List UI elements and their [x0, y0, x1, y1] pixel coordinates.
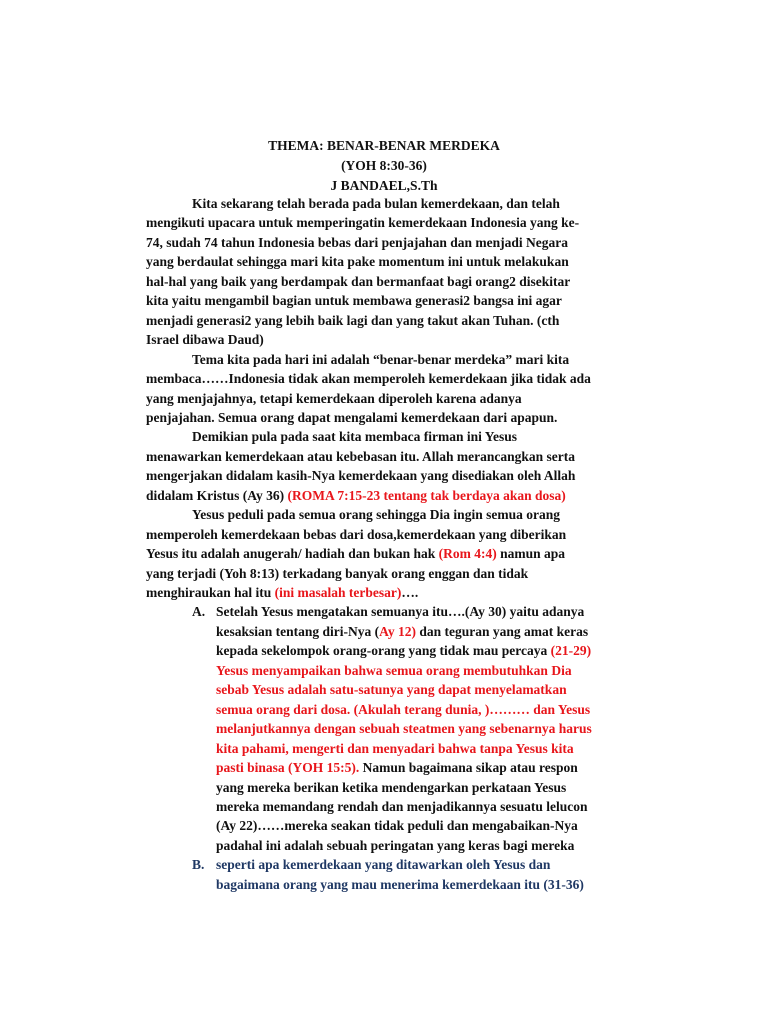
highlighted-text-run: Yesus menyampaikan bahwa semua orang membutuhkan Dia	[216, 663, 572, 678]
list-item-a-line	[216, 641, 591, 661]
text-run: penjajahan. Semua orang dapat mengalami kemerdekaan dari apapun.	[146, 410, 558, 425]
paragraph-1-line	[146, 213, 579, 233]
list-item-a-line	[216, 797, 588, 817]
text-run: 74, sudah 74 tahun Indonesia bebas dari penjajahan dan menjadi Negara	[146, 235, 568, 250]
paragraph-4-line	[146, 564, 528, 584]
list-item-a-line	[216, 680, 567, 700]
paragraph-1-line	[146, 233, 568, 253]
text-run: menjadi generasi2 yang lebih baik lagi dan yang takut akan Tuhan. (cth	[146, 313, 560, 328]
list-item-a-line	[216, 778, 566, 798]
author-name: J BANDAEL,S.Th	[330, 178, 438, 193]
paragraph-2-line	[146, 369, 591, 389]
text-run: kita yaitu mengambil bagian untuk membawa generasi2 bangsa ini agar	[146, 293, 562, 308]
paragraph-1-line	[146, 291, 562, 311]
list-item-b-line	[216, 855, 550, 875]
text-run: mengerjakan didalam kasih-Nya kemerdekaan yang disediakan oleh Allah	[146, 468, 576, 483]
paragraph-2-line	[146, 408, 557, 428]
text-run: dan teguran yang amat keras	[416, 624, 589, 639]
text-run: seperti apa kemerdekaan yang ditawarkan oleh Yesus dan	[216, 857, 551, 872]
text-run: Setelah Yesus mengatakan semuanya itu….(Ay 30) yaitu adanya	[216, 604, 585, 619]
paragraph-1-line	[146, 311, 559, 331]
text-run: mereka memandang rendah dan menjadikannya sesuatu lelucon	[216, 799, 588, 814]
text-run: memperoleh kemerdekaan bebas dari dosa,kemerdekaan yang diberikan	[146, 527, 567, 542]
text-run: Tema kita pada hari ini adalah “benar-benar merdeka” mari kita	[192, 352, 570, 367]
paragraph-3-line	[146, 447, 575, 467]
paragraph-3-line	[146, 466, 575, 486]
list-item-a-line	[216, 816, 578, 836]
text-run: ….	[401, 585, 419, 600]
text-run: Kita sekarang telah berada pada bulan kemerdekaan, dan telah	[192, 196, 560, 211]
paragraph-4-line	[146, 525, 566, 545]
paragraph-4-line	[192, 505, 560, 525]
paragraph-2-line	[192, 350, 569, 370]
paragraph-4-line	[146, 583, 418, 603]
highlighted-text-run: semua orang dari dosa. (Akulah terang dunia, )……… dan Yesus	[216, 702, 591, 717]
text-run: Yesus peduli pada semua orang sehingga Dia ingin semua orang	[192, 507, 560, 522]
text-run: hal-hal yang baik yang berdampak dan bermanfaat bagi orang2 disekitar	[146, 274, 571, 289]
highlighted-text-run: Ay 12)	[379, 624, 417, 639]
text-run: bagaimana orang yang mau menerima kemerdekaan itu (31-36)	[216, 877, 584, 892]
list-item-a-line	[216, 719, 592, 739]
text-run: yang mereka berikan ketika mendengarkan perkataan Yesus	[216, 780, 567, 795]
text-run: yang menjajahnya, tetapi kemerdekaan diperoleh karena adanya	[146, 391, 522, 406]
paragraph-1-line	[146, 330, 264, 350]
text-run: namun apa	[496, 546, 566, 561]
text-run: didalam Kristus (Ay 36)	[146, 488, 288, 503]
text-run: yang berdaulat sehingga mari kita pake momentum ini untuk melakukan	[146, 254, 569, 269]
paragraph-4-line	[146, 544, 565, 564]
list-item-a-line	[216, 758, 578, 778]
paragraph-3-line	[146, 486, 566, 506]
highlighted-text-run: sebab Yesus adalah satu-satunya yang dapat menyelamatkan	[216, 682, 567, 697]
highlighted-text-run: (Rom 4:4)	[438, 546, 497, 561]
text-run: membaca……Indonesia tidak akan memperoleh kemerdekaan jika tidak ada	[146, 371, 591, 386]
highlighted-text-run: pasti binasa (YOH 15:5).	[216, 760, 360, 775]
text-run: menghiraukan hal itu	[146, 585, 275, 600]
sermon-theme-title: THEMA: BENAR-BENAR MERDEKA	[268, 138, 500, 153]
text-run: mengikuti upacara untuk memperingatin kemerdekaan Indonesia yang ke-	[146, 215, 580, 230]
paragraph-2-line	[146, 389, 522, 409]
highlighted-text-run: (ini masalah terbesar)	[274, 585, 402, 600]
text-run: yang terjadi (Yoh 8:13) terkadang banyak orang enggan dan tidak	[146, 566, 529, 581]
list-item-a-line	[216, 602, 584, 622]
paragraph-3-line	[192, 427, 517, 447]
text-run: kesaksian tentang diri-Nya (	[216, 624, 380, 639]
text-run: kepada sekelompok orang-orang yang tidak mau percaya	[216, 643, 551, 658]
text-run: Namun bagaimana sikap atau respon	[359, 760, 578, 775]
paragraph-1-line	[146, 272, 570, 292]
text-run: Demikian pula pada saat kita membaca firman ini Yesus	[192, 429, 518, 444]
text-run: padahal ini adalah sebuah peringatan yang keras bagi mereka	[216, 838, 575, 853]
scripture-reference: (YOH 8:30-36)	[341, 158, 427, 173]
text-run: Yesus itu adalah anugerah/ hadiah dan bukan hak	[146, 546, 439, 561]
list-item-b-line	[216, 875, 584, 895]
list-marker: A.	[192, 604, 206, 619]
list-item-a-line	[216, 739, 574, 759]
text-run: menawarkan kemerdekaan atau kebebasan itu. Allah merancangkan serta	[146, 449, 576, 464]
list-item-a-line	[216, 836, 574, 856]
highlighted-text-run: melanjutkannya dengan sebuah steatmen yang sebenarnya harus	[216, 721, 592, 736]
highlighted-text-run: (21-29)	[550, 643, 592, 658]
text-run: (Ay 22)……mereka seakan tidak peduli dan mengabaikan-Nya	[216, 818, 578, 833]
list-item-a-line	[216, 661, 572, 681]
text-run: Israel dibawa Daud)	[146, 332, 264, 347]
list-marker: B.	[192, 857, 205, 872]
paragraph-1-line	[146, 252, 569, 272]
highlighted-text-run: kita pahami, mengerti dan menyadari bahwa tanpa Yesus kita	[216, 741, 574, 756]
highlighted-text-run: (ROMA 7:15-23 tentang tak berdaya akan dosa)	[287, 488, 566, 503]
list-item-a-line	[216, 700, 590, 720]
paragraph-1-line	[192, 194, 560, 214]
list-item-a-line	[216, 622, 588, 642]
